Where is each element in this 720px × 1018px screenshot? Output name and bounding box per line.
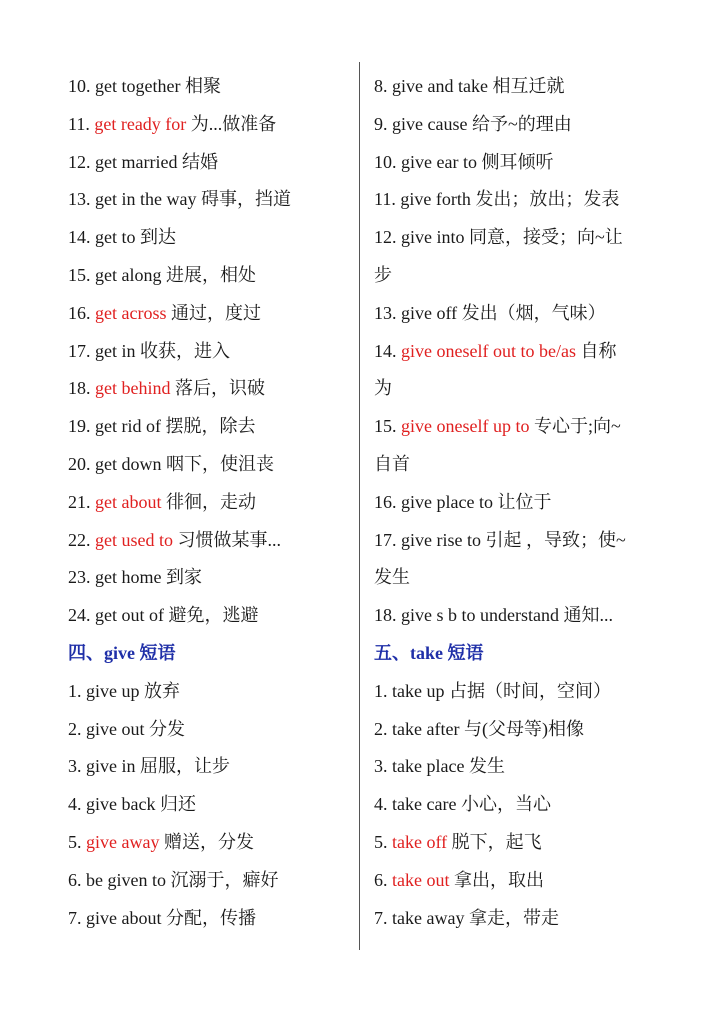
phrase-text: give about [86, 907, 162, 928]
phrase-text: give and take [392, 76, 488, 96]
phrase-meaning: 专心于;向~ [533, 416, 621, 437]
phrase-meaning: 侧耳倾听 [481, 151, 554, 172]
phrase-entry [374, 106, 674, 144]
entry-number: 21. [68, 491, 91, 512]
phrase-text: get down [95, 453, 162, 474]
section-heading: 五、take 短语 [374, 642, 484, 663]
phrase-entry [68, 370, 353, 408]
entry-number: 7. [374, 907, 388, 928]
phrase-highlighted: get used to [95, 529, 173, 550]
phrase-meaning: 徘徊，走动 [165, 491, 256, 512]
entry-number: 16. [68, 302, 91, 323]
entry-number: 15. [374, 416, 397, 437]
entry-number: 17. [374, 529, 397, 550]
phrase-text: take up [392, 680, 445, 701]
column-divider [359, 62, 360, 950]
phrase-meaning: 到达 [140, 227, 176, 248]
phrase-meaning: 与(父母等)相像 [463, 718, 584, 739]
entry-number: 3. [68, 756, 82, 777]
phrase-entry [374, 862, 674, 900]
phrase-meaning: 发出；放出；发表 [475, 189, 620, 210]
phrase-text: get together [95, 76, 181, 96]
phrase-meaning: 习惯做某事... [177, 529, 281, 550]
phrase-highlighted: take off [392, 831, 448, 852]
phrase-entry [374, 219, 674, 257]
phrase-entry [68, 408, 353, 446]
phrase-meaning: 到家 [165, 567, 202, 588]
phrase-text: give up [86, 680, 140, 701]
phrase-entry [68, 68, 353, 106]
phrase-text: take away [392, 907, 465, 928]
phrase-meaning: 屈服，让步 [140, 756, 230, 777]
entry-number: 7. [68, 907, 82, 928]
entry-number: 11. [374, 189, 396, 210]
phrase-entry [68, 144, 353, 182]
entry-number: 5. [374, 831, 388, 852]
phrase-meaning: 放弃 [144, 680, 180, 701]
phrase-text: get in [95, 340, 136, 361]
entry-number: 18. [68, 378, 91, 399]
phrase-meaning: 落后，识破 [174, 378, 265, 399]
phrase-highlighted: give oneself up to [401, 416, 530, 437]
entry-number: 17. [68, 340, 91, 361]
phrase-meaning: 分配，传播 [165, 907, 256, 928]
phrase-meaning: 小心，当心 [460, 794, 551, 815]
phrase-entry [68, 257, 353, 295]
entry-number: 23. [68, 567, 91, 588]
entry-number: 1. [374, 680, 388, 701]
phrase-text: get along [95, 264, 162, 285]
phrase-text: give back [86, 794, 156, 815]
phrase-highlighted: take out [392, 869, 450, 890]
entry-number: 11. [68, 113, 90, 134]
phrase-meaning: 脱下，起飞 [451, 831, 542, 852]
phrase-meaning: 赠送，分发 [163, 831, 254, 852]
phrase-meaning: 为...做准备 [190, 113, 277, 134]
phrase-meaning: 摆脱，除去 [165, 416, 256, 437]
phrase-meaning: 给予~的理由 [471, 113, 572, 134]
phrase-entry [68, 673, 353, 711]
phrase-entry [374, 824, 674, 862]
entry-number: 13. [68, 189, 91, 210]
entry-number: 4. [374, 794, 388, 815]
left-column [68, 68, 353, 937]
phrase-text: get out of [95, 605, 164, 626]
phrase-entry [68, 559, 353, 597]
phrase-highlighted: give away [86, 831, 160, 852]
meaning-continuation: 发生 [374, 567, 410, 588]
phrase-text: give forth [400, 189, 471, 210]
phrase-entry [68, 484, 353, 522]
phrase-entry [68, 522, 353, 560]
entry-number: 14. [374, 340, 397, 361]
entry-number: 6. [68, 869, 82, 890]
entry-number: 6. [374, 869, 388, 890]
phrase-entry [68, 597, 353, 635]
phrase-text: give ear to [401, 151, 477, 172]
phrase-text: give cause [392, 113, 468, 134]
phrase-entry [68, 786, 353, 824]
phrase-entry [68, 295, 353, 333]
phrase-entry [68, 748, 353, 786]
phrase-entry [68, 333, 353, 371]
entry-number: 15. [68, 264, 91, 285]
phrase-entry [374, 522, 674, 560]
phrase-entry [374, 484, 674, 522]
phrase-meaning: 通过，度过 [170, 302, 261, 323]
entry-number: 5. [68, 831, 82, 852]
entry-number: 12. [68, 151, 91, 172]
phrase-meaning: 同意，接受；向~让 [469, 227, 623, 248]
phrase-highlighted: get behind [95, 378, 171, 399]
meaning-continuation: 步 [374, 264, 392, 285]
entry-number: 9. [374, 113, 388, 134]
phrase-meaning: 收获，进入 [140, 340, 230, 361]
phrase-meaning: 通知... [563, 605, 613, 626]
phrase-meaning: 沉溺于，癖好 [170, 869, 279, 890]
entry-number: 24. [68, 605, 91, 626]
entry-number: 19. [68, 416, 91, 437]
entry-number: 2. [374, 718, 388, 739]
phrase-entry [374, 295, 674, 333]
entry-number: 12. [374, 227, 397, 248]
phrase-text: get married [95, 151, 178, 172]
entry-number: 4. [68, 794, 82, 815]
phrase-entry [374, 68, 674, 106]
phrase-entry [374, 597, 674, 635]
phrase-highlighted: get ready for [94, 113, 187, 134]
entry-number: 10. [68, 76, 91, 96]
phrase-highlighted: give oneself out to be/as [401, 340, 576, 361]
phrase-entry [374, 144, 674, 182]
phrase-text: give place to [401, 491, 493, 512]
entry-number: 20. [68, 453, 91, 474]
entry-number: 18. [374, 605, 397, 626]
phrase-entry [68, 824, 353, 862]
phrase-meaning: 归还 [159, 794, 196, 815]
phrase-entry [374, 900, 674, 938]
phrase-entry [68, 711, 353, 749]
phrase-entry [374, 711, 674, 749]
phrase-meaning: 拿走，带走 [468, 907, 559, 928]
phrase-text: be given to [86, 869, 166, 890]
phrase-highlighted: get about [95, 491, 162, 512]
phrase-text: give out [86, 718, 145, 739]
entry-number: 1. [68, 680, 82, 701]
phrase-entry [374, 786, 674, 824]
entry-number: 3. [374, 756, 388, 777]
entry-number: 22. [68, 529, 91, 550]
entry-number: 10. [374, 151, 397, 172]
entry-number: 2. [68, 718, 82, 739]
entry-number: 16. [374, 491, 397, 512]
phrase-text: give in [86, 756, 136, 777]
phrase-meaning: 自称 [580, 340, 617, 361]
phrase-meaning: 相聚 [184, 76, 221, 96]
meaning-continuation: 自首 [374, 453, 410, 474]
phrase-entry [374, 408, 674, 446]
phrase-entry [374, 333, 674, 371]
phrase-entry [68, 446, 353, 484]
phrase-text: give into [401, 227, 465, 248]
phrase-text: give rise to [401, 529, 481, 550]
phrase-text: get to [95, 227, 136, 248]
phrase-meaning: 拿出，取出 [453, 869, 544, 890]
phrase-meaning: 结婚 [181, 151, 218, 172]
phrase-text: get rid of [95, 416, 161, 437]
phrase-meaning: 进展，相处 [165, 264, 256, 285]
entry-number: 13. [374, 302, 397, 323]
phrase-entry [68, 181, 353, 219]
phrase-meaning: 分发 [149, 718, 185, 739]
section-heading: 四、give 短语 [68, 642, 176, 663]
phrase-text: take place [392, 756, 465, 777]
phrase-entry [374, 673, 674, 711]
phrase-meaning: 引起 ，导致；使~ [485, 529, 626, 550]
meaning-continuation: 为 [374, 378, 392, 399]
phrase-meaning: 让位于 [497, 491, 552, 512]
phrase-meaning: 发生 [468, 756, 505, 777]
phrase-meaning: 咽下，使沮丧 [166, 453, 274, 474]
phrase-entry [68, 106, 353, 144]
phrase-text: take care [392, 794, 457, 815]
phrase-text: give off [401, 302, 458, 323]
phrase-text: get in the way [95, 189, 197, 210]
entry-number: 14. [68, 227, 91, 248]
phrase-entry [374, 748, 674, 786]
phrase-entry [374, 181, 674, 219]
phrase-text: get home [95, 567, 162, 588]
phrase-meaning: 碍事，挡道 [200, 189, 291, 210]
phrase-meaning: 发出（烟，气味） [461, 302, 606, 323]
phrase-meaning: 避免，逃避 [168, 605, 259, 626]
right-column [374, 68, 674, 937]
phrase-meaning: 占据（时间，空间） [448, 680, 611, 701]
phrase-text: take after [392, 718, 460, 739]
entry-number: 8. [374, 76, 388, 96]
phrase-highlighted: get across [95, 302, 167, 323]
phrase-entry [68, 900, 353, 938]
phrase-meaning: 相互迁就 [492, 76, 565, 96]
phrase-entry [68, 219, 353, 257]
phrase-text: give s b to understand [401, 605, 559, 626]
phrase-entry [68, 862, 353, 900]
